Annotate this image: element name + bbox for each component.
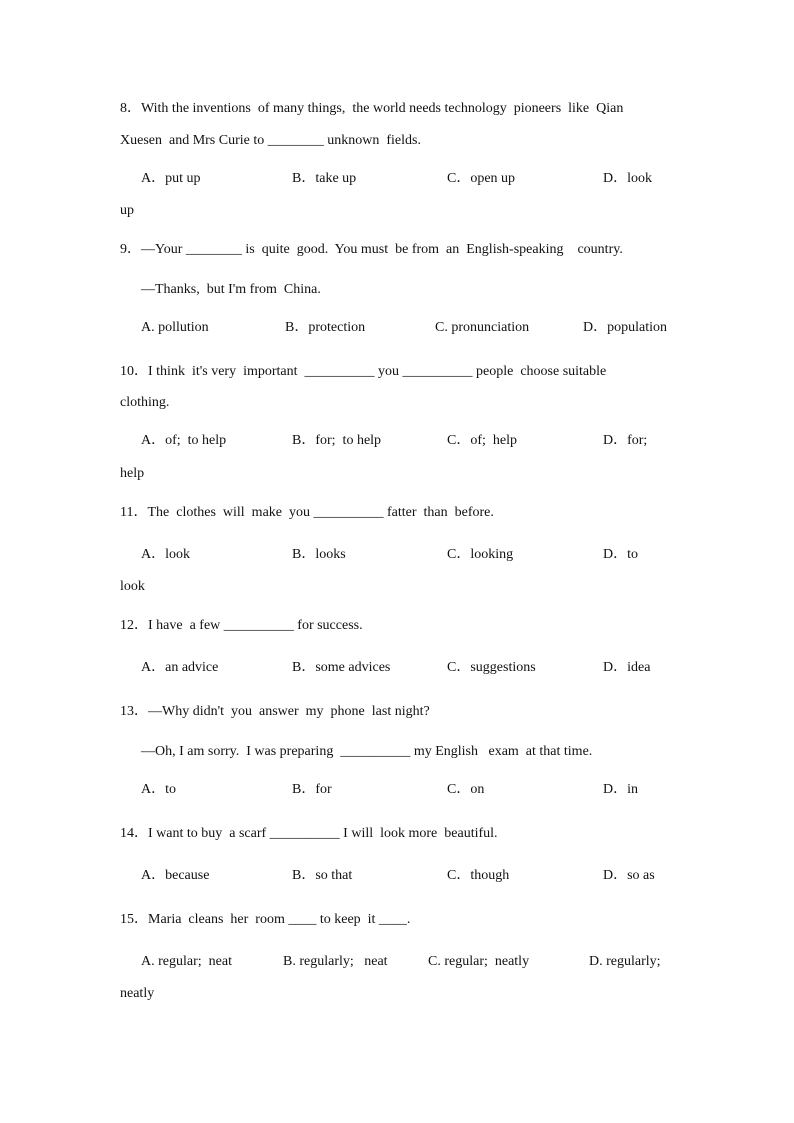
q10-option-d-wrap: help	[120, 466, 145, 481]
q12-option-b: B．some advices	[292, 660, 391, 675]
q13-stem-line-1: 13．—Why didn't you answer my phone last night?	[120, 704, 430, 719]
q12-option-c: C．suggestions	[447, 660, 536, 675]
q8-option-b: B．take up	[292, 171, 357, 186]
q10-stem-line-1: 10．I think it's very important __________ you __________ people choose suitable	[120, 364, 607, 379]
q15-option-b: B. regularly; neat	[283, 954, 388, 969]
q13-option-a: A．to	[141, 782, 176, 797]
q13-option-b: B．for	[292, 782, 332, 797]
q12-option-d: D．idea	[603, 660, 651, 675]
q13-option-c: C．on	[447, 782, 485, 797]
q12-stem-line-1: 12．I have a few __________ for success.	[120, 618, 363, 633]
q15-option-c: C. regular; neatly	[428, 954, 530, 969]
q8-option-d-wrap: up	[120, 203, 134, 218]
q14-option-c: C．though	[447, 868, 510, 883]
q11-option-a: A．look	[141, 547, 190, 562]
q15-option-d: D. regularly;	[589, 954, 661, 969]
q13-option-d: D．in	[603, 782, 638, 797]
q9-stem-line-1: 9．—Your ________ is quite good. You must be from an English-speaking country.	[120, 242, 623, 257]
q14-stem-line-1: 14．I want to buy a scarf __________ I will look more beautiful.	[120, 826, 498, 841]
q10-stem-line-2: clothing.	[120, 395, 170, 410]
q11-stem-line-1: 11．The clothes will make you __________ fatter than before.	[120, 505, 494, 520]
q8-stem-line-2: Xuesen and Mrs Curie to ________ unknown fields.	[120, 133, 421, 148]
q8-option-d: D．look	[603, 171, 652, 186]
q8-option-a: A．put up	[141, 171, 201, 186]
q14-option-d: D．so as	[603, 868, 655, 883]
q9-option-b: B．protection	[285, 320, 366, 335]
q11-option-c: C．looking	[447, 547, 514, 562]
q9-option-a: A. pollution	[141, 320, 209, 335]
q11-option-d-wrap: look	[120, 579, 145, 594]
q15-option-d-wrap: neatly	[120, 986, 155, 1001]
q15-option-a: A. regular; neat	[141, 954, 232, 969]
q8-option-c: C．open up	[447, 171, 516, 186]
q9-option-d: D．population	[583, 320, 667, 335]
q9-stem-line-2: —Thanks, but I'm from China.	[141, 282, 321, 297]
q14-option-a: A．because	[141, 868, 210, 883]
q15-stem-line-1: 15．Maria cleans her room ____ to keep it ____.	[120, 912, 411, 927]
q10-option-c: C．of; help	[447, 433, 517, 448]
q14-option-b: B．so that	[292, 868, 353, 883]
q11-option-b: B．looks	[292, 547, 346, 562]
q11-option-d: D．to	[603, 547, 638, 562]
q10-option-a: A．of; to help	[141, 433, 227, 448]
q10-option-b: B．for; to help	[292, 433, 382, 448]
q9-option-c: C. pronunciation	[435, 320, 530, 335]
q8-stem-line-1: 8．With the inventions of many things, the world needs technology pioneers like Qian	[120, 101, 624, 116]
q10-option-d: D．for;	[603, 433, 648, 448]
q12-option-a: A．an advice	[141, 660, 219, 675]
q13-stem-line-2: —Oh, I am sorry. I was preparing __________ my English exam at that time.	[141, 744, 593, 759]
